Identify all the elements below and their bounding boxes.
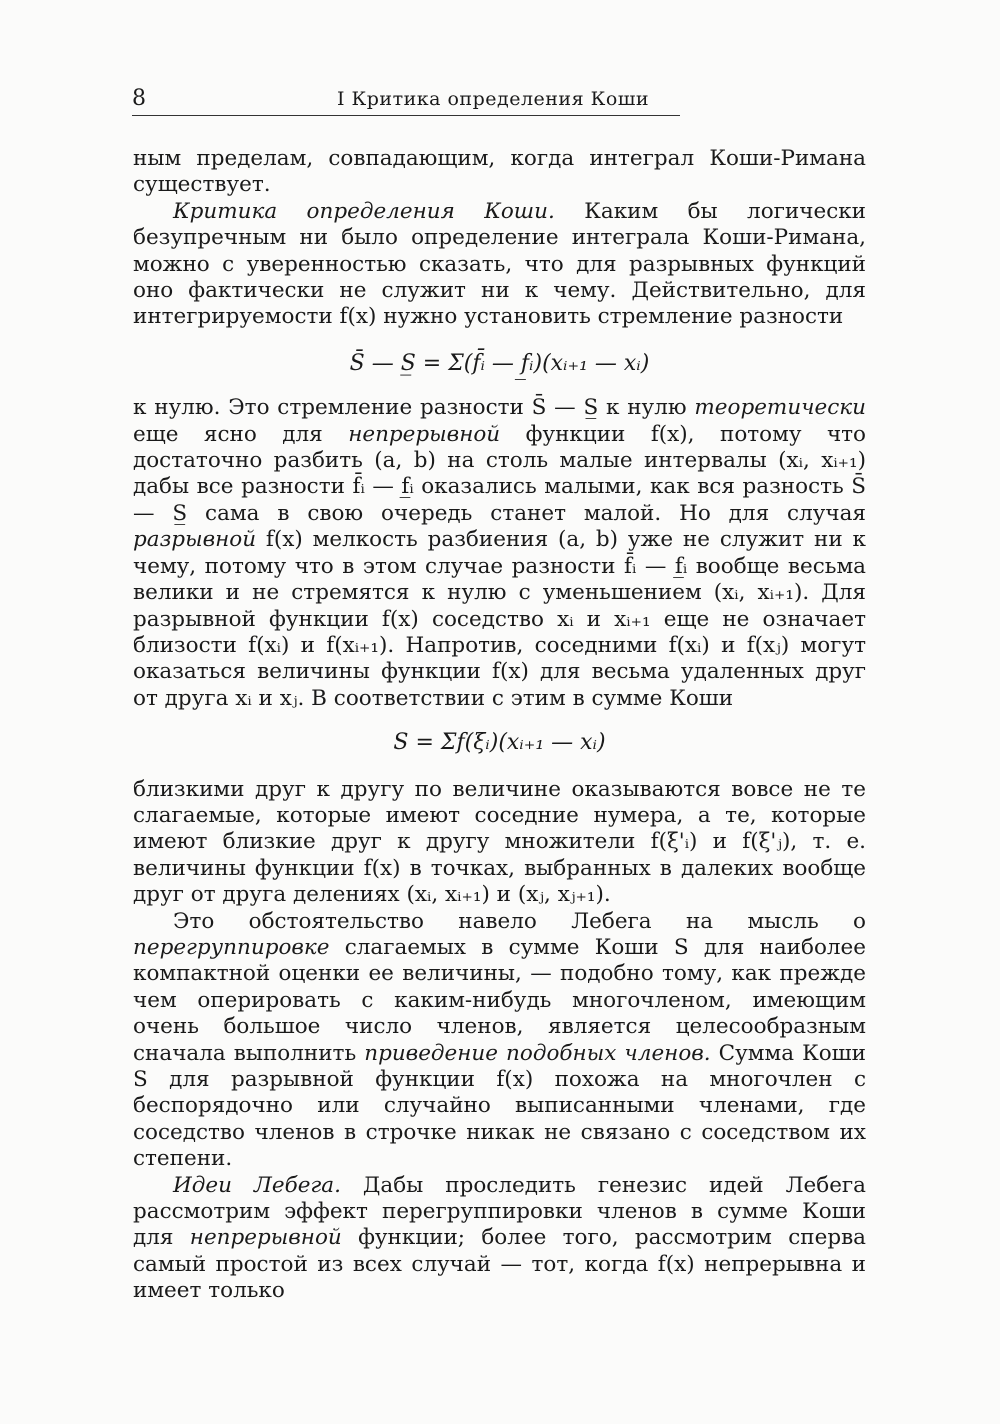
body-text [133, 146, 866, 1305]
paragraph-3: к нулю. Это стремление разности S̄ — S̲ к нулю теоретически еще ясно для непрерывной функции f(x), потому что достаточно разбить (a, b) на столь малые интервалы (xᵢ, xᵢ₊₁) дабы все разности f̄ᵢ — f̲ᵢ оказались малыми, как вся разность S̄ — S̲ сама в свою очередь станет малой. Но для случая разрывной f(x) мелкость разбиения (a, b) уже не служит ни к чему, потому что в этом случае разности f̄ᵢ — f̲ᵢ вообще весьма велики и не стремятся к нулю с уменьшением (xᵢ, xᵢ₊₁). Для разрывной функции f(x) соседство xᵢ и xᵢ₊₁ еще не означает близости f(xᵢ) и f(xᵢ₊₁). Напротив, соседними f(xᵢ) и f(xⱼ) могут оказаться величины функции f(x) для весьма удаленных друг от друга xᵢ и xⱼ. В соответствии с этим в сумме Коши [133, 395, 866, 711]
running-title: I Критика определения Коши [337, 88, 650, 110]
paragraph-4: близкими друг к другу по величине оказываются вовсе не те слагаемые, которые имеют соседние нумера, а те, которые имеют близкие друг к другу множители f(ξ'ᵢ) и f(ξ'ⱼ), т. е. величины функции f(x) в точках, выбранных в далеких вообще друг от друга делениях (xᵢ, xᵢ₊₁) и (xⱼ, xⱼ₊₁). [133, 776, 866, 908]
page-header [132, 86, 864, 114]
formula-cauchy-sum: S = Σf(ξᵢ)(xᵢ₊₁ — xᵢ) [393, 730, 606, 756]
page-number: 8 [132, 86, 146, 111]
header-rule [132, 115, 680, 116]
paragraph-5: Это обстоятельство навело Лебега на мысль о перегруппировке слагаемых в сумме Коши S для наиболее компактной оценки ее величины, — подобно тому, как прежде чем оперировать с каким-нибудь многочленом, имеющим очень большое число членов, является целесообразным сначала выполнить приведение подобных членов. Сумма Коши S для разрывной функции f(x) похожа на многочлен с беспорядочно или случайно выписанными членами, где соседство членов в строчке никак не связано с соседством их степени. [133, 908, 866, 1172]
section-title-critique: Критика определения Коши. [173, 198, 555, 224]
paragraph-1: ным пределам, совпадающим, когда интеграл Коши-Римана существует. [133, 146, 866, 198]
formula-darboux-difference: S̄ — S̲ = Σ(f̄ᵢ — f̲ᵢ)(xᵢ₊₁ — xᵢ) [349, 350, 650, 376]
paragraph-6: Идеи Лебега. Дабы проследить генезис идей Лебега рассмотрим эффект перегруппировки членов в сумме Коши для непрерывной функции; более того, рассмотрим сперва самый простой из всех случай — тот, когда f(x) непрерывна и имеет только [133, 1172, 867, 1304]
paragraph-2: Критика определения Коши. Каким бы логически безупречным ни было определение интеграла Коши-Римана, можно с уверенностью сказать, что для разрывных функций оно фактически не служит ни к чему. Действительно, для интегрируемости f(x) нужно установить стремление разности [133, 198, 866, 330]
section-title-lebesgue: Идеи Лебега. [173, 1172, 341, 1198]
